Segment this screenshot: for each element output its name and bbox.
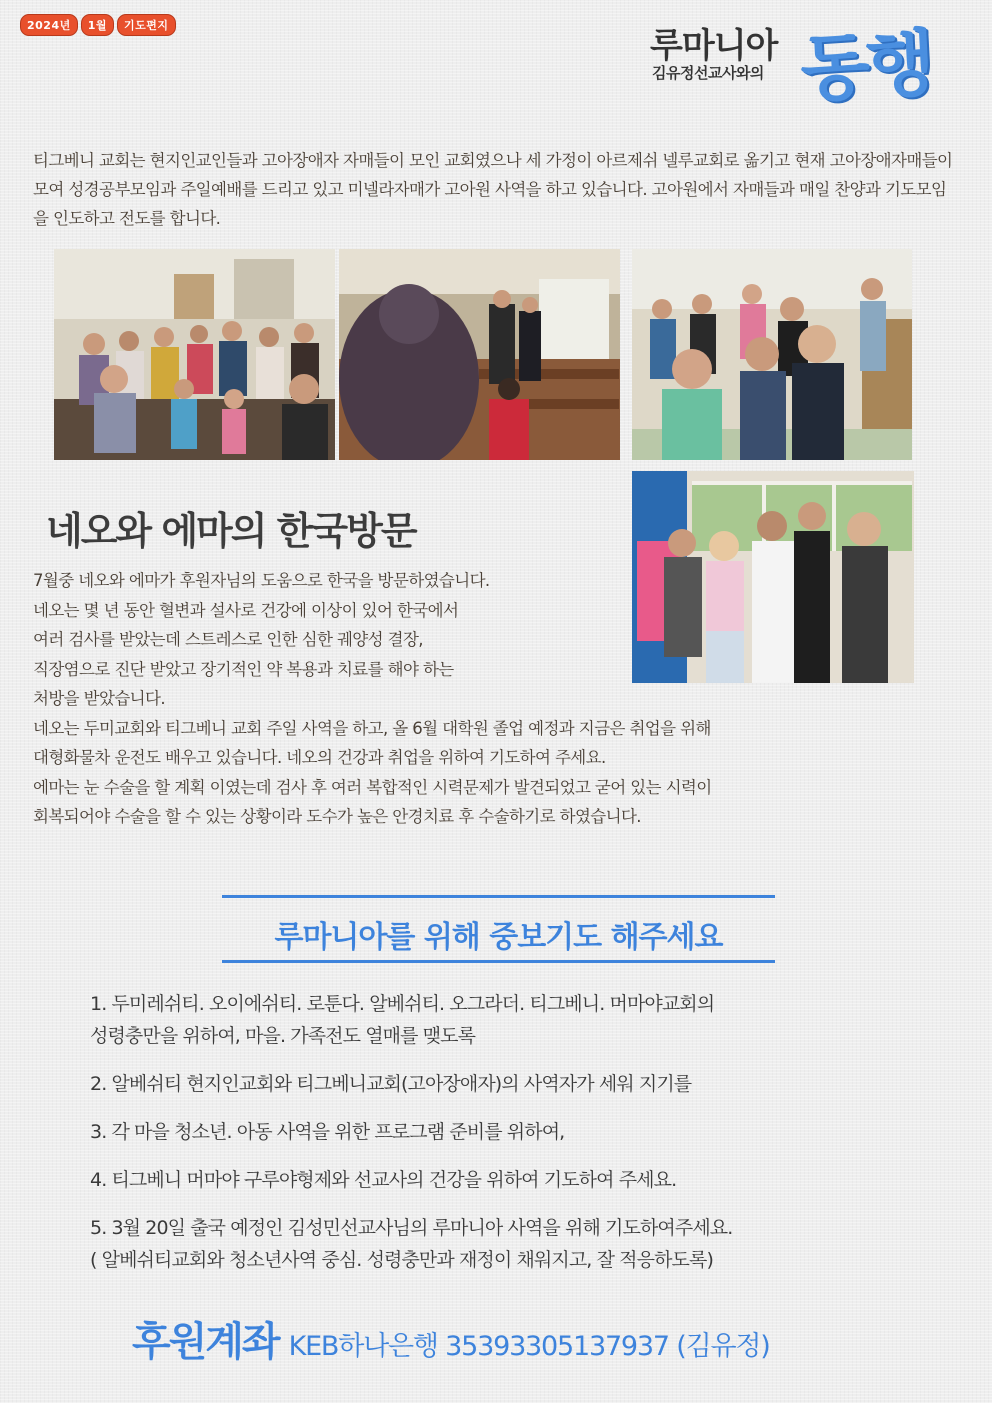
prayer-item-line: 4. 티그베니 머마야 구루야형제와 선교사의 건강을 위하여 기도하여 주세요. <box>90 1169 677 1191</box>
prayer-item-line: 3. 각 마을 청소년. 아동 사역을 위한 프로그램 준비를 위하여, <box>90 1121 565 1143</box>
brand-subtitle: 김유정선교사와의 <box>652 64 764 82</box>
support-account: KEB하나은행 35393305137937 (김유정) <box>288 1331 770 1362</box>
story-line: 7월중 네오와 에마가 후원자님의 도움으로 한국을 방문하였습니다. <box>33 571 490 590</box>
tag-label: 기도편지 <box>117 14 176 36</box>
prayer-item-line: ( 알베쉬티교회와 청소년사역 중심. 성령충만과 재정이 채워지고, 잘 적응하도록) <box>90 1249 713 1271</box>
intro-paragraph: 티그베니 교회는 현지인교인들과 고아장애자 자매들이 모인 교회였으나 세 가정이 아르제쉬 넬루교회로 옮기고 현재 고아장애자매들이 모여 성경공부모임과 주일예배를 드리고 있고 미넬라자매가 고아원 사역을 하고 있습니다. 고아원에서 자매들과 매일 찬양과 기도모임을 인도하고 전도를 합니다. <box>33 151 953 228</box>
prayer-item <box>90 1068 930 1100</box>
section-title: 네오와 에마의 한국방문 <box>46 508 416 553</box>
prayer-item-line: 성령충만을 위하여, 마을. 가족전도 열매를 맺도록 <box>90 1025 476 1047</box>
prayer-list <box>90 988 930 1292</box>
tag-year: 2024년 <box>20 14 78 36</box>
prayer-heading: 루마니아를 위해 중보기도 해주세요 <box>274 920 723 955</box>
prayer-item-line: 1. 두미레쉬티. 오이에쉬티. 로툰다. 알베쉬티. 오그라더. 티그베니. 머마야교회의 <box>90 993 715 1015</box>
story-line: 에마는 눈 수술을 할 계획 이였는데 검사 후 여러 복합적인 시력문제가 발견되었고 굳어 있는 시력이 <box>33 777 712 797</box>
prayer-item <box>90 1164 930 1196</box>
story-line: 처방을 받았습니다. <box>33 689 166 708</box>
story-line: 네오는 두미교회와 티그베니 교회 주일 사역을 하고, 올 6월 대학원 졸업 예정과 지금은 취업을 위해 <box>33 718 711 738</box>
brand-title: 루마니아 <box>650 26 778 66</box>
support-account-block <box>132 1310 770 1367</box>
letter-date-tag <box>20 14 176 36</box>
photo-church-service <box>339 249 620 460</box>
story-line: 대형화물차 운전도 배우고 있습니다. 네오의 건강과 취업을 위하여 기도하여 주세요. <box>33 748 606 767</box>
story-body <box>33 566 933 832</box>
heading-rule-bottom <box>222 960 775 963</box>
story-line: 직장염으로 진단 받았고 장기적인 약 복용과 치료를 해야 하는 <box>33 659 454 679</box>
prayer-item-line: 2. 알베쉬티 현지인교회와 티그베니교회(고아장애자)의 사역자가 세워 지기를 <box>90 1073 692 1095</box>
photo-youth-group <box>632 249 912 460</box>
prayer-item-line: 5. 3월 20일 출국 예정인 김성민선교사님의 루마니아 사역을 위해 기도하여주세요. <box>90 1217 733 1239</box>
prayer-item <box>90 1116 930 1148</box>
prayer-item <box>90 1212 930 1276</box>
prayer-item <box>90 988 930 1052</box>
story-line: 여러 검사를 받았는데 스트레스로 인한 심한 궤양성 결장, <box>33 630 423 649</box>
brand-logo-text: 동행 <box>798 20 934 112</box>
story-line: 네오는 몇 년 동안 혈변과 설사로 건강에 이상이 있어 한국에서 <box>33 600 459 620</box>
photo-church-group <box>54 249 335 460</box>
heading-rule-top <box>222 895 775 898</box>
story-line: 회복되어야 수술을 할 수 있는 상황이라 도수가 높은 안경치료 후 수술하기로 하였습니다. <box>33 807 641 826</box>
support-label: 후원계좌 <box>132 1319 279 1365</box>
tag-month: 1월 <box>81 14 114 36</box>
